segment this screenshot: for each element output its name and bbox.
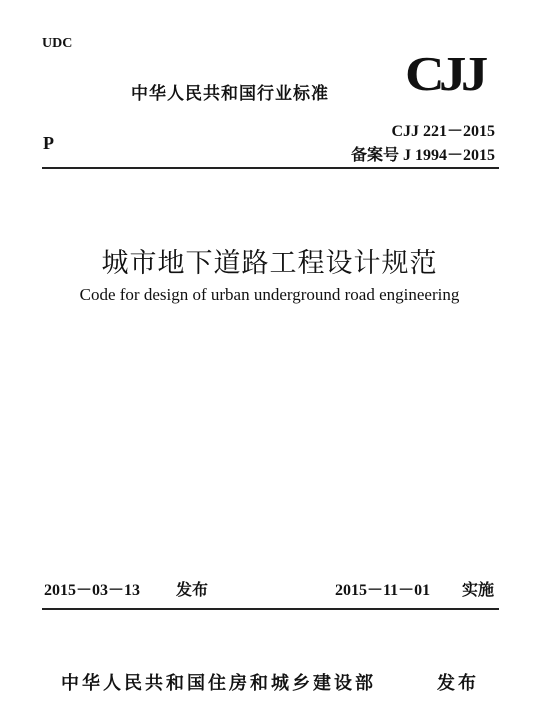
record-number: 备案号 J 1994－2015 bbox=[350, 147, 495, 164]
category-label: P bbox=[43, 133, 54, 153]
ministry-name: 中华人民共和国住房和城乡建设部 bbox=[61, 673, 376, 694]
cjj-logo: CJJ bbox=[405, 46, 483, 101]
standard-number: CJJ 221－2015 bbox=[391, 123, 495, 140]
issue-date: 2015－03－13 bbox=[44, 582, 141, 599]
implement-label: 实施 bbox=[462, 582, 495, 599]
publish-label: 发布 bbox=[437, 673, 479, 694]
implement-date: 2015－11－01 bbox=[335, 582, 431, 599]
top-divider bbox=[42, 167, 499, 169]
industry-standard-title: 中华人民共和国行业标准 bbox=[131, 84, 329, 104]
bottom-divider bbox=[42, 608, 499, 610]
document-title-cn: 城市地下道路工程设计规范 bbox=[101, 248, 438, 278]
document-title-en: Code for design of urban underground road engineering bbox=[79, 285, 460, 304]
udc-label: UDC bbox=[42, 36, 73, 51]
issue-label: 发布 bbox=[176, 582, 209, 599]
